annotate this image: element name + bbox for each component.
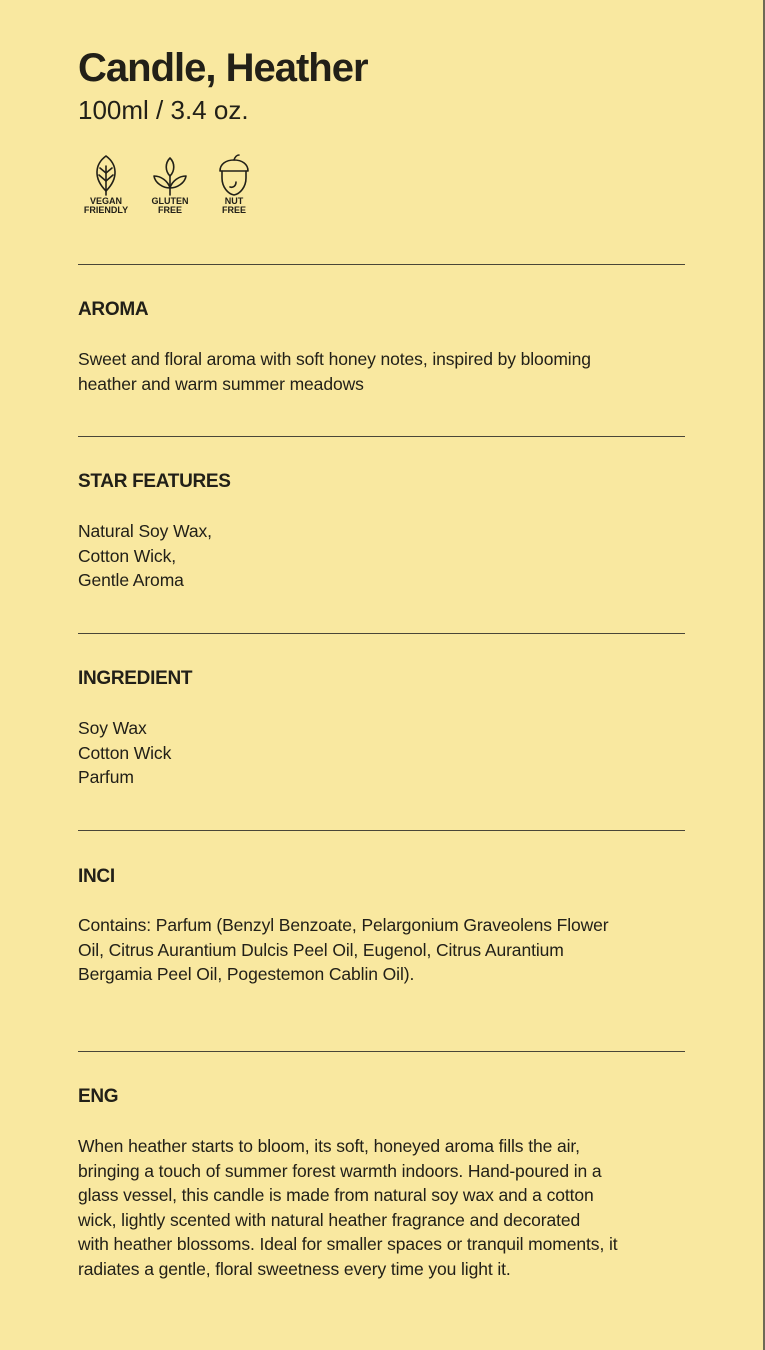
badge-nut-free	[202, 154, 266, 215]
section-divider	[78, 264, 685, 265]
section-divider	[78, 436, 685, 437]
badge-label: VEGAN FRIENDLY	[83, 196, 129, 215]
section-divider	[78, 633, 685, 634]
leaf-icon	[86, 154, 126, 196]
inci-text: Contains: Parfum (Benzyl Benzoate, Pelargonium Graveolens Flower Oil, Citrus Aurantium Dulcis Peel Oil, Eugenol, Citrus Aurantium Bergamia Peel Oil, Pogestemon Cablin Oil).	[78, 915, 609, 984]
wheat-icon	[150, 154, 190, 196]
star-features-heading: STAR FEATURES	[78, 471, 231, 492]
eng-text: When heather starts to bloom, its soft, honeyed aroma fills the air, bringing a touch of summer forest warmth indoors. Hand-poured in a glass vessel, this candle is made from natural soy wax and a cotton wick, lightly scented with natural heather fragrance and decorated with heather blossoms. Ideal for smaller spaces or tranquil moments, it radiates a gentle, floral sweetness every time you light it.	[78, 1136, 618, 1279]
product-title: Candle, Heather	[78, 46, 368, 90]
dietary-badges	[74, 154, 266, 215]
aroma-text: Sweet and floral aroma with soft honey notes, inspired by blooming heather and warm summer meadows	[78, 349, 591, 394]
badge-gluten-free	[138, 154, 202, 215]
section-divider	[78, 1051, 685, 1052]
eng-heading: ENG	[78, 1086, 119, 1107]
star-features-text: Natural Soy Wax, Cotton Wick, Gentle Aroma	[78, 521, 212, 590]
ingredient-heading: INGREDIENT	[78, 668, 193, 689]
aroma-heading: AROMA	[78, 299, 149, 320]
product-size: 100ml / 3.4 oz.	[78, 95, 249, 125]
badge-label: NUT FREE	[221, 196, 246, 215]
badge-label: GLUTEN FREE	[151, 196, 189, 215]
inci-heading: INCI	[78, 866, 115, 887]
acorn-icon	[214, 154, 254, 196]
badge-vegan-friendly	[74, 154, 138, 215]
ingredient-text: Soy Wax Cotton Wick Parfum	[78, 718, 172, 787]
section-divider	[78, 830, 685, 831]
